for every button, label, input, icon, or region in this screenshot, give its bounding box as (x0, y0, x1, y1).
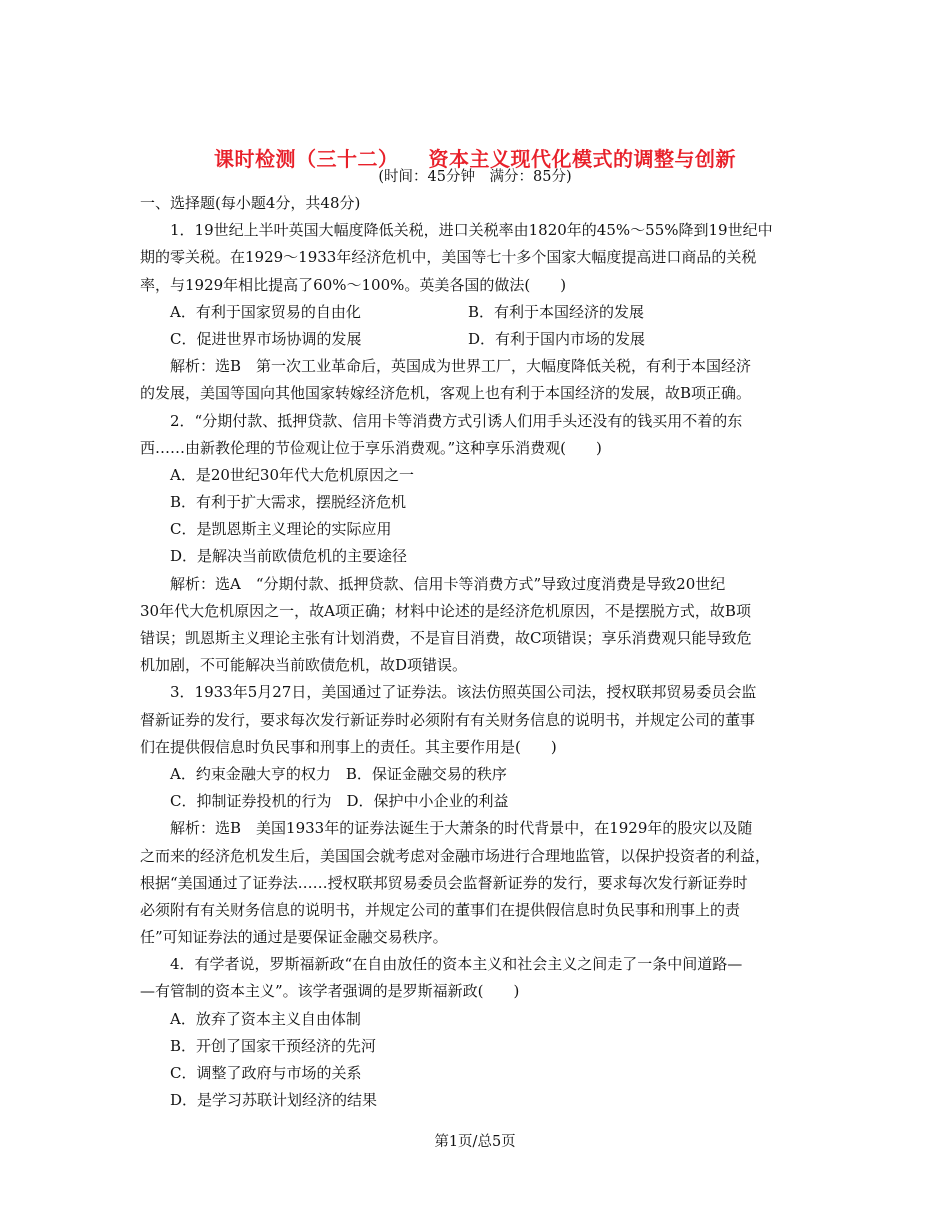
q1-options-row (140, 326, 812, 353)
q3-analysis-line: 解析：选B 美国1933年的证券法诞生于大萧条的时代背景中，在1929年的股灾以及随 (170, 819, 753, 838)
q1-option-b: B．有利于本国经济的发展 (468, 302, 645, 321)
page-subtitle: (时间：45分钟 满分：85分) (378, 169, 572, 185)
document-body (140, 190, 812, 1114)
title-topic: 资本主义现代化模式的调整与创新 (428, 147, 736, 171)
q2-option-d: D．是解决当前欧债危机的主要途径 (170, 547, 408, 566)
q3-analysis-line: 之而来的经济危机发生后，美国国会就考虑对金融市场进行合理地监管，以保护投资者的利益， (140, 846, 771, 865)
q2-line: 2．“分期付款、抵押贷款、信用卡等消费方式引诱人们用手头还没有的钱买用不着的东 (170, 411, 743, 430)
q2-line: 西……由新教伦理的节俭观让位于享乐消费观。”这种享乐消费观( ) (140, 438, 602, 457)
q1-analysis-line: 解析：选B 第一次工业革命后，英国成为世界工厂，大幅度降低关税，有利于本国经济 (170, 357, 752, 376)
q1-option-a: A．有利于国家贸易的自由化 (170, 302, 361, 321)
q3-line: 们在提供假信息时负民事和刑事上的责任。其主要作用是( ) (140, 737, 557, 756)
q3-options-cd: C．抑制证券投机的行为 D．保护中小企业的利益 (170, 792, 509, 811)
q1-line: 率，与1929年相比提高了60%～100%。英美各国的做法( ) (140, 275, 567, 294)
q2-analysis-line: 机加剧，不可能解决当前欧债危机，故D项错误。 (140, 656, 468, 675)
q3-options-ab: A．约束金融大亨的权力 B．保证金融交易的秩序 (170, 764, 507, 783)
q4-line: 4．有学者说，罗斯福新政“在自由放任的资本主义和社会主义之间走了一条中间道路— (170, 955, 743, 974)
q1-analysis-line: 的发展，美国等国向其他国家转嫁经济危机，客观上也有利于本国经济的发展，故B项正确。 (140, 384, 752, 403)
q2-analysis-line: 解析：选A “分期付款、抵押贷款、信用卡等消费方式”导致过度消费是导致20世纪 (170, 574, 726, 593)
section-heading: 一、选择题(每小题4分，共48分) (140, 194, 361, 212)
q3-analysis-line: 必须附有有关财务信息的说明书，并规定公司的董事们在提供假信息时负民事和刑事上的责 (140, 900, 741, 919)
q2-option-a: A．是20世纪30年代大危机原因之一 (170, 465, 415, 484)
q3-line: 3．1933年5月27日，美国通过了证券法。该法仿照英国公司法，授权联邦贸易委员会监 (170, 683, 757, 702)
q2-analysis-line: 30年代大危机原因之一，故A项正确；材料中论述的是经济危机原因，不是摆脱方式，故B项 (140, 601, 751, 620)
q1-option-d: D．有利于国内市场的发展 (468, 329, 646, 348)
title-lesson: 课时检测（三十二） (214, 147, 399, 171)
q3-line: 督新证券的发行，要求每次发行新证券时必须附有有关财务信息的说明书，并规定公司的董事 (140, 710, 756, 729)
q4-option-a: A．放弃了资本主义自由体制 (170, 1009, 361, 1028)
q2-option-b: B．有利于扩大需求，摆脱经济危机 (170, 493, 407, 512)
q4-option-c: C．调整了政府与市场的关系 (170, 1064, 362, 1082)
q4-option-d: D．是学习苏联计划经济的结果 (170, 1091, 378, 1110)
q1-line: 期的零关税。在1929～1933年经济危机中，美国等七十多个国家大幅度提高进口商品的关税 (140, 248, 757, 267)
q4-line: —有管制的资本主义”。该学者强调的是罗斯福新政( ) (140, 982, 520, 1001)
q2-analysis-line: 错误；凯恩斯主义理论主张有计划消费，不是盲目消费，故C项错误；享乐消费观只能导致危 (140, 629, 752, 647)
q4-option-b: B．开创了国家干预经济的先河 (170, 1036, 377, 1055)
q2-option-c: C．是凯恩斯主义理论的实际应用 (170, 520, 392, 539)
q1-options-row (140, 299, 812, 326)
q1-line: 1．19世纪上半叶英国大幅度降低关税，进口关税率由1820年的45%～55%降到19世纪中 (170, 221, 773, 240)
q3-analysis-line: 根据“美国通过了证券法……授权联邦贸易委员会监督新证券的发行，要求每次发行新证券时 (140, 873, 748, 892)
page-footer: 第1页/总5页 (434, 1134, 516, 1150)
q3-analysis-line: 任”可知证券法的通过是要保证金融交易秩序。 (140, 928, 448, 947)
q1-option-c: C．促进世界市场协调的发展 (170, 329, 362, 348)
